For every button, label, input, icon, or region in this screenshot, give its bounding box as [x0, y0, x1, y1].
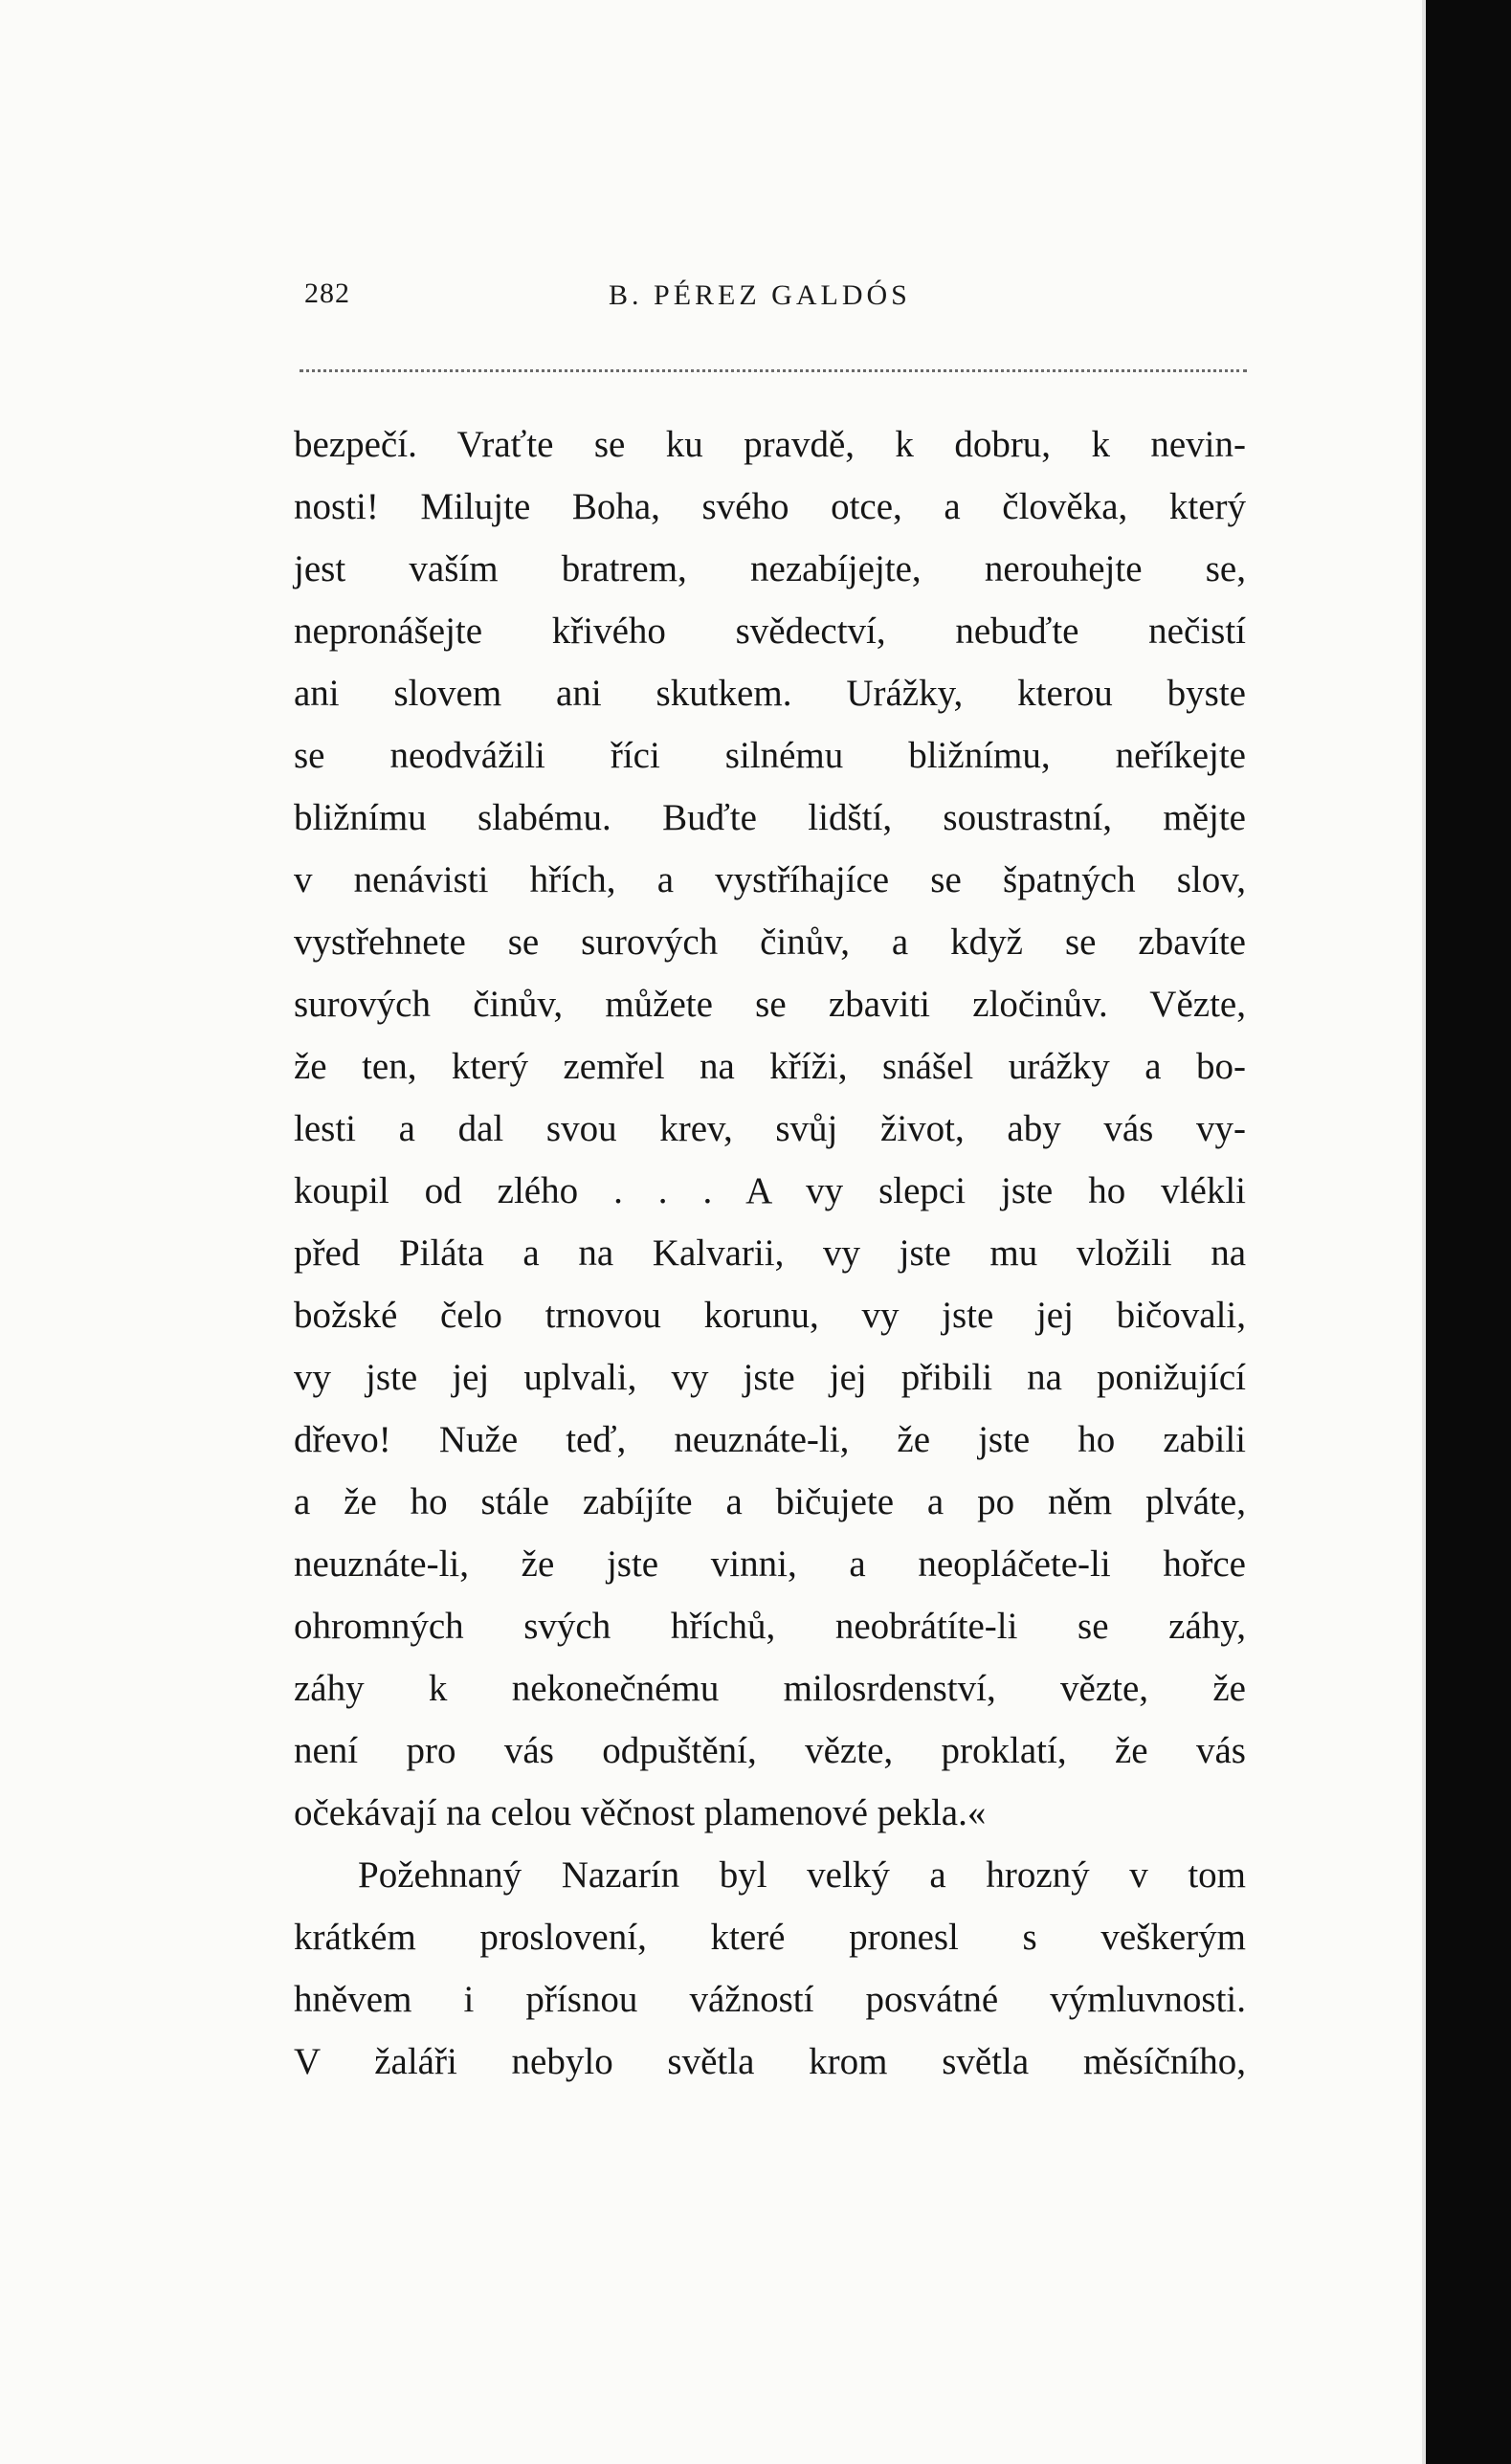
scan-background-edge [1426, 0, 1511, 2464]
text-line: se neodvážili říci silnému bližnímu, neříkejte [294, 735, 1246, 776]
text-line: že ten, který zemřel na kříži, snášel urážky a bo- [294, 1046, 1246, 1087]
text-line: očekávají na celou věčnost plamenové pekla.« [294, 1792, 987, 1833]
page-header [304, 277, 1261, 325]
text-line: před Piláta a na Kalvarii, vy jste mu vložili na [294, 1232, 1246, 1274]
text-line: ohromných svých hříchů, neobrátíte-li se záhy, [294, 1606, 1246, 1647]
text-line: a že ho stále zabíjíte a bičujete a po něm plváte, [294, 1481, 1246, 1522]
text-line: nosti! Milujte Boha, svého otce, a člověka, který [294, 486, 1246, 527]
text-line: dřevo! Nuže teď, neuznáte-li, že jste ho zabili [294, 1419, 1246, 1460]
text-line: není pro vás odpuštění, vězte, proklatí, že vás [294, 1730, 1246, 1771]
text-line: surových činův, můžete se zbaviti zločinův. Vězte, [294, 984, 1246, 1025]
text-line: lesti a dal svou krev, svůj život, aby vás vy- [294, 1108, 1246, 1149]
text-line: hněvem i přísnou vážností posvátné výmluvnosti. [294, 1979, 1246, 2020]
body-text [294, 413, 1246, 2093]
text-line: krátkém proslovení, které pronesl s veškerým [294, 1917, 1246, 1958]
text-line: nepronášejte křivého svědectví, nebuďte nečistí [294, 610, 1246, 652]
text-line: V žaláři nebylo světla krom světla měsíčního, [294, 2041, 1246, 2082]
running-head: B. PÉREZ GALDÓS [609, 279, 911, 311]
text-line: ani slovem ani skutkem. Urážky, kterou byste [294, 673, 1246, 714]
text-line: bližnímu slabému. Buďte lidští, soustrastní, mějte [294, 797, 1246, 838]
text-line: jest vaším bratrem, nezabíjejte, nerouhejte se, [294, 548, 1246, 589]
header-rule [300, 369, 1247, 372]
text-line: záhy k nekonečnému milosrdenství, vězte, že [294, 1668, 1246, 1709]
text-line: božské čelo trnovou korunu, vy jste jej bičovali, [294, 1295, 1246, 1336]
text-line: Požehnaný Nazarín byl velký a hrozný v tom [358, 1854, 1246, 1896]
page-number: 282 [304, 277, 350, 309]
text-line: vy jste jej uplvali, vy jste jej přibili na ponižující [294, 1357, 1246, 1398]
text-line: neuznáte-li, že jste vinni, a neopláčete-li hořce [294, 1543, 1246, 1585]
text-line: bezpečí. Vraťte se ku pravdě, k dobru, k nevin- [294, 424, 1246, 465]
text-line: vystřehnete se surových činův, a když se zbavíte [294, 921, 1246, 963]
text-line: koupil od zlého . . . A vy slepci jste ho vlékli [294, 1170, 1246, 1211]
text-line: v nenávisti hřích, a vystříhajíce se špatných slov, [294, 859, 1246, 900]
